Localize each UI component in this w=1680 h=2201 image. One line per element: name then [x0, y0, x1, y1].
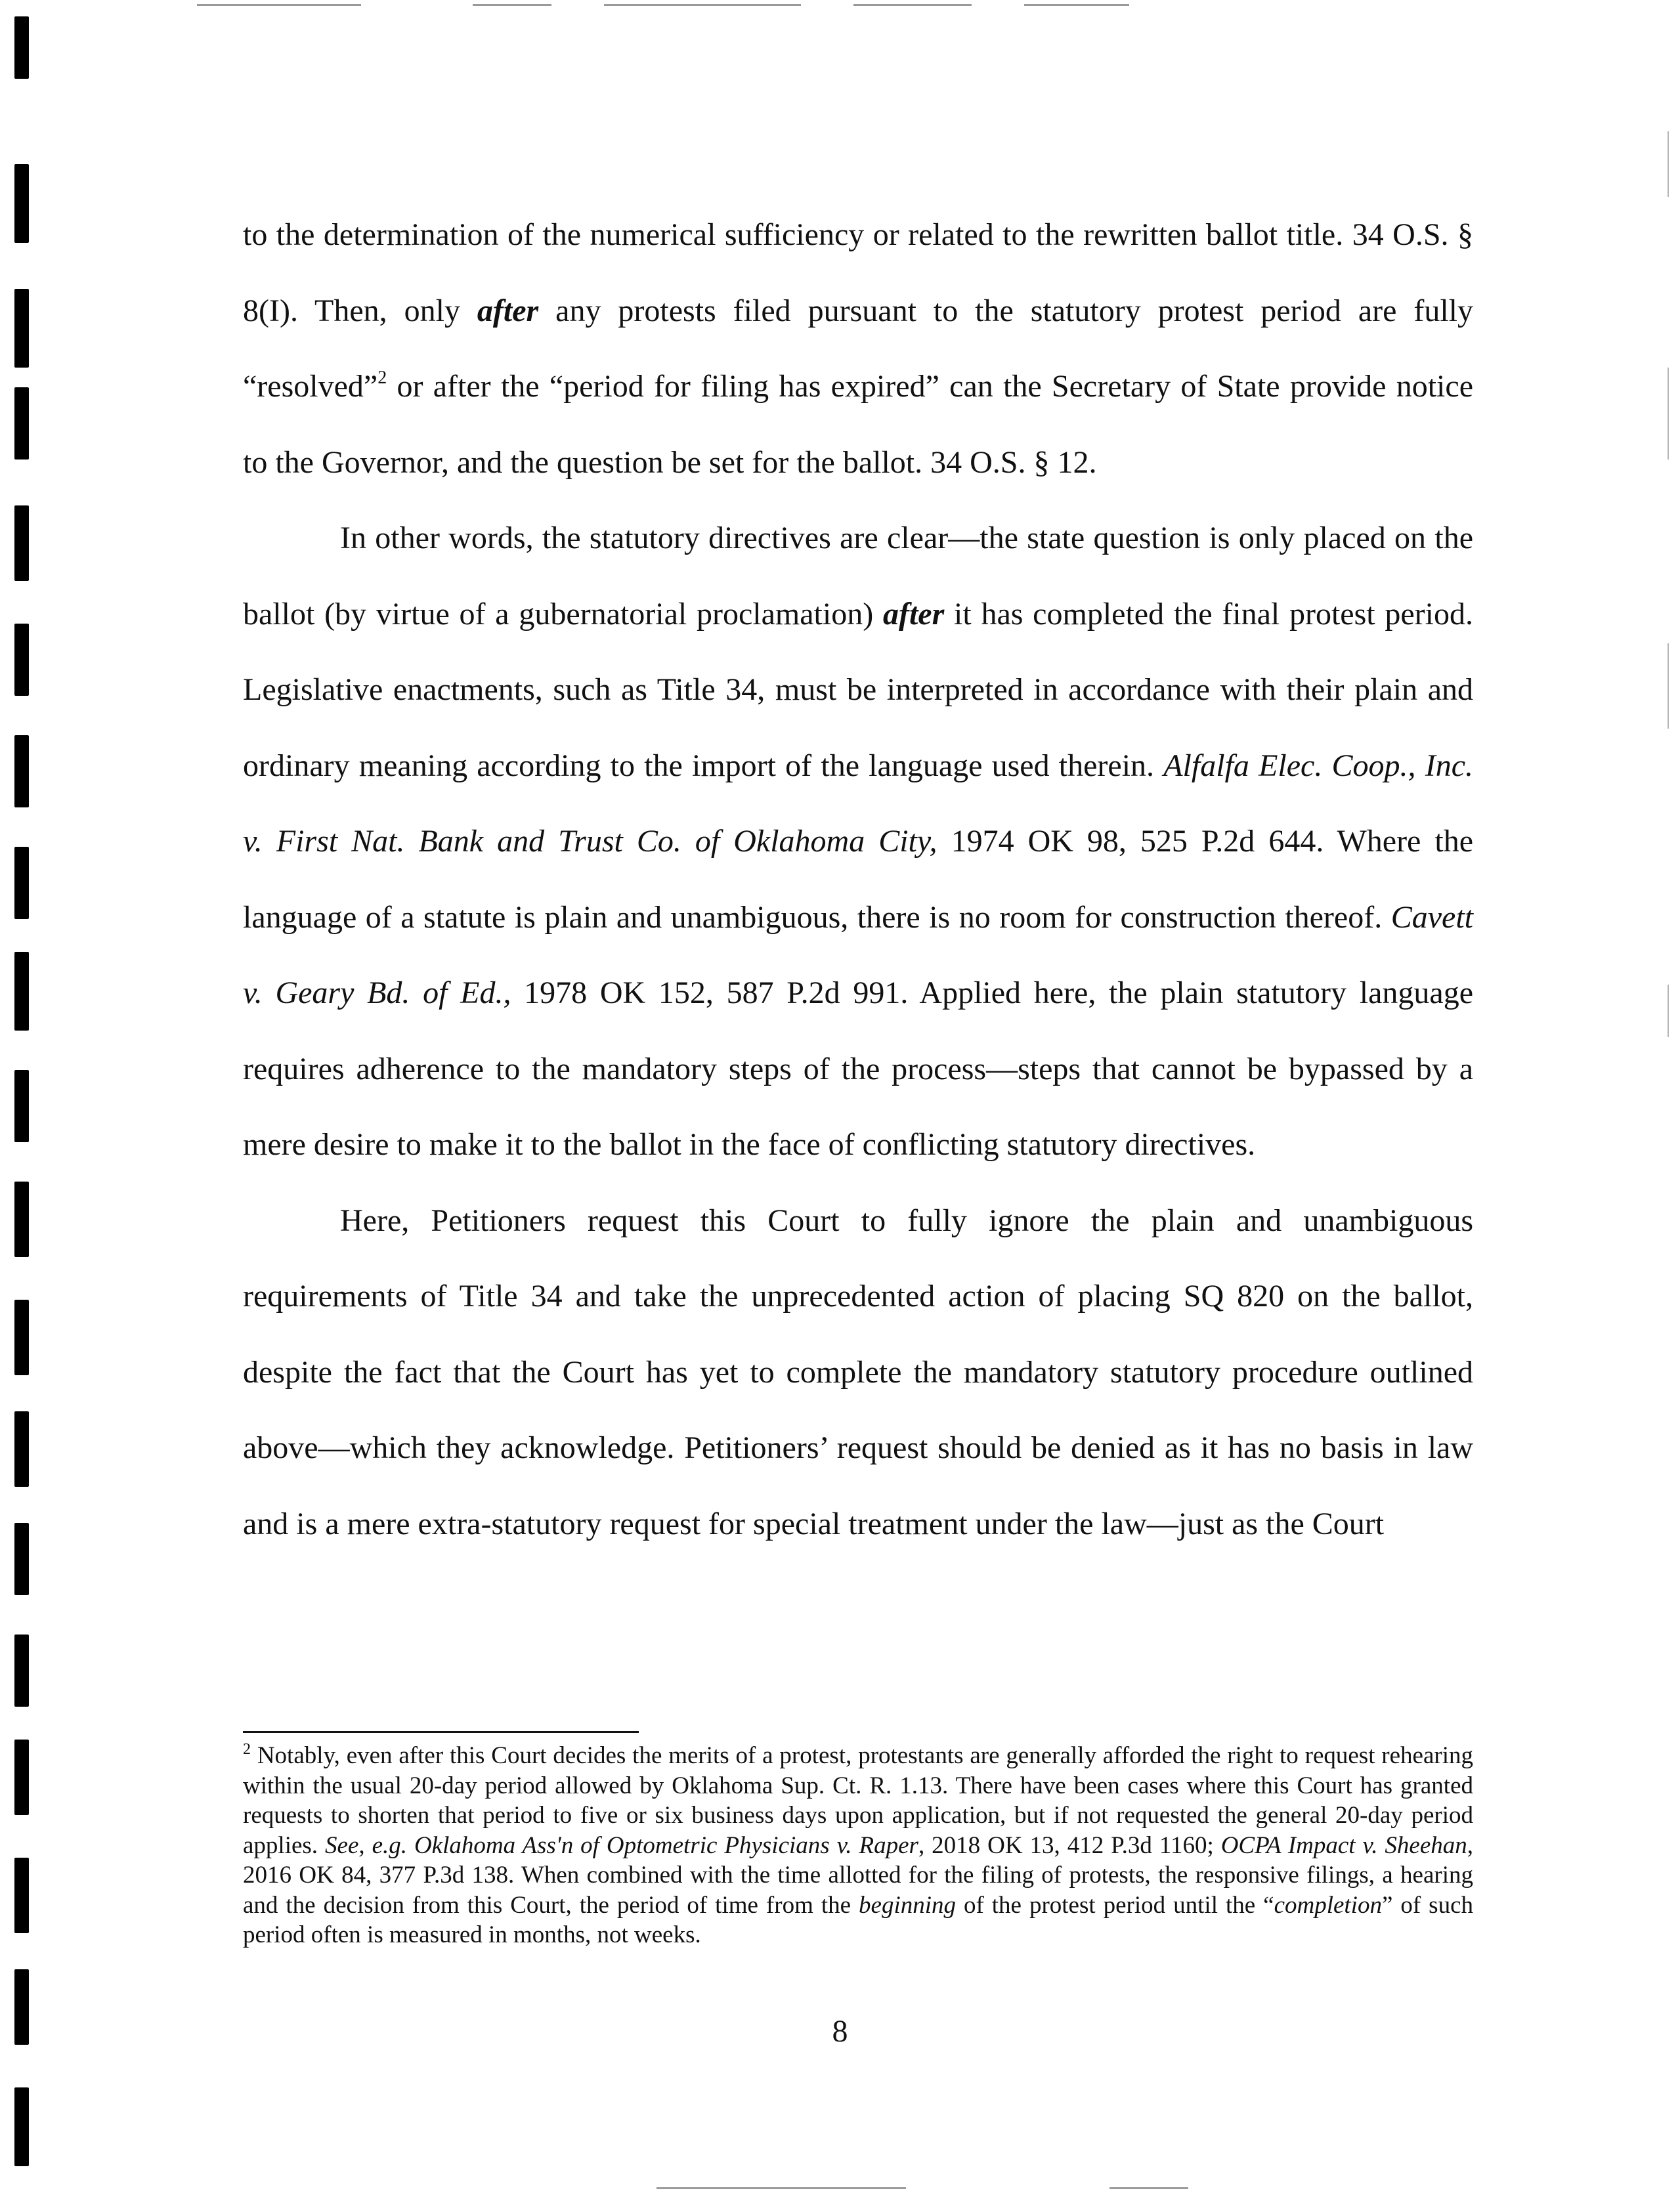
text-run: to the determination of the numerical sufficiency or related to the rewritten ballot title. 34 O.S. § 8(I). Then, only: [243, 217, 1473, 328]
scan-artifact-bottom: [657, 2187, 1247, 2194]
binder-hole-marks: [14, 0, 34, 2201]
emphasis-beginning: beginning: [859, 1891, 956, 1919]
paragraph-2: [243, 500, 1473, 1183]
footnote-separator: [243, 1731, 639, 1733]
scan-artifact-right: [1668, 0, 1671, 2201]
case-citation: Oklahoma Ass'n of Optometric Physicians v. Raper: [407, 1831, 918, 1859]
body-text: [243, 197, 1473, 1562]
emphasis-after: after: [477, 293, 539, 328]
case-citation: Cavett v. Geary Bd. of Ed.,: [243, 899, 1473, 1010]
footnote-number: 2: [243, 1741, 251, 1758]
signal-see: See, e.g.: [325, 1831, 407, 1859]
footnote-2: [243, 1741, 1473, 1950]
text-run: it has completed the final protest period. Legislative enactments, such as Title 34, must be interpreted in accordance with their plain and ordinary meaning according to the import of the language used therein.: [243, 596, 1473, 783]
text-run: any protests filed pursuant to the statutory protest period are fully “resolved”: [243, 293, 1474, 404]
text-run: , 2018 OK 13, 412 P.3d 1160;: [918, 1831, 1221, 1859]
text-run: Here, Petitioners request this Court to fully ignore the plain and unambiguous requirements of Title 34 and take the unprecedented action of placing SQ 820 on the ballot, despite the fact that the Court has yet to complete the mandatory statutory procedure outlined above—which they acknowledge. Petitioners’ request should be denied as it has no basis in law and is a mere extra-statutory request for special treatment under the law—just as the Court: [243, 1203, 1473, 1541]
case-citation: OCPA Impact v. Sheehan: [1220, 1831, 1467, 1859]
footnote-reference[interactable]: 2: [377, 368, 387, 388]
paragraph-1: [243, 197, 1473, 500]
emphasis-completion: completion: [1274, 1891, 1382, 1919]
emphasis-after: after: [882, 596, 945, 631]
case-citation: Alfalfa Elec. Coop., Inc. v. First Nat. Bank and Trust Co. of Oklahoma City,: [243, 748, 1474, 859]
text-run: or after the “period for filing has expired” can the Secretary of State provide notice to the Governor, and the question be set for the ballot. 34 O.S. § 12.: [243, 369, 1473, 480]
text-run: , 2016 OK 84, 377 P.3d 138. When combined with the time allotted for the filing of protests, the responsive filings, a hearing and the decision from this Court, the period of time from the: [243, 1831, 1473, 1919]
text-run: In other words, the statutory directives are clear—the state question is only placed on the ballot (by virtue of a gubernatorial proclamation): [243, 521, 1473, 631]
page-number: 8: [832, 2014, 848, 2049]
text-run: Notably, even after this Court decides the merits of a protest, protestants are generally afforded the right to request rehearing within the usual 20-day period allowed by Oklahoma Sup. Ct. R. 1.13. There have been cases where this Court has granted requests to shorten that period to five or six business days upon application, but if not requested the general 20-day period applies.: [243, 1742, 1473, 1859]
paragraph-3: [243, 1183, 1473, 1562]
scan-artifact-top: [197, 0, 1247, 20]
text-run: 1974 OK 98, 525 P.2d 644. Where the language of a statute is plain and unambiguous, there is no room for construction thereof.: [243, 824, 1474, 935]
text-run: 1978 OK 152, 587 P.2d 991. Applied here, the plain statutory language requires adherence to the mandatory steps of the process—steps that cannot be bypassed by a mere desire to make it to the ballot in the face of conflicting statutory directives.: [243, 975, 1473, 1162]
text-run: of the protest period until the “: [956, 1891, 1274, 1919]
text-run: ” of such period often is measured in months, not weeks.: [243, 1891, 1473, 1948]
